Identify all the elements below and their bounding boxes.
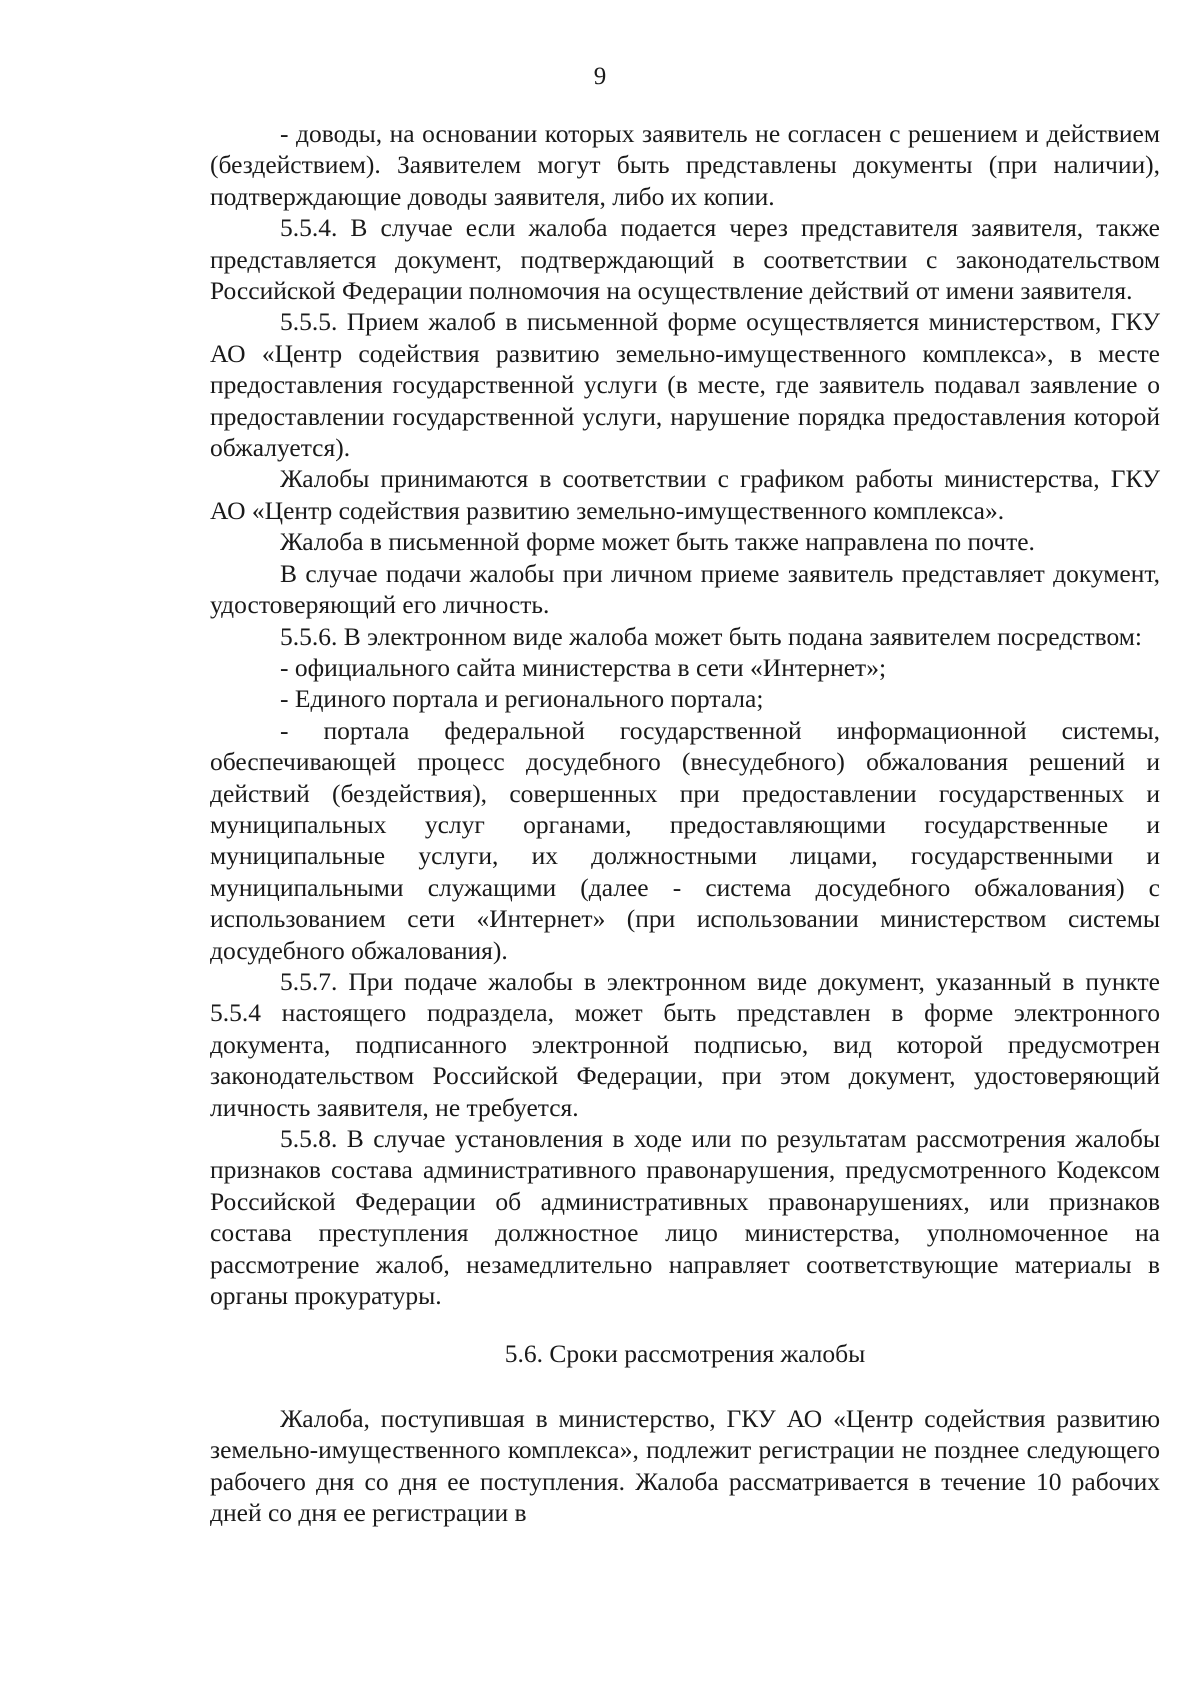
paragraph-5-5-7: 5.5.7. При подаче жалобы в электронном виде документ, указанный в пункте 5.5.4 настоящего подраздела, может быть представлен в форме электронного документа, подписанного электронной подписью, вид которой предусмотрен законодательством Российской Федерации, при этом документ, удостоверяющий личность заявителя, не требуется. [210,966,1160,1122]
paragraph-mail: Жалоба в письменной форме может быть также направлена по почте. [280,527,1035,557]
list-item-federal-portal: - портала федеральной государственной информационной системы, обеспечивающей процесс досудебного (внесудебного) обжалования решений и действий (бездействия), совершенных при предоставлении государственных и муниципальных услуг органами, предоставляющими государственные и муниципальные услуги, их должностными лицами, государственными и муниципальными служащими (далее - система досудебного обжалования) с использованием сети «Интернет» (при использовании министерством системы досудебного обжалования). [210,715,1160,965]
page-number: 9 [593,63,607,90]
paragraph-5-5-5: 5.5.5. Прием жалоб в письменной форме осуществляется министерством, ГКУ АО «Центр содействия развитию земельно-имущественного комплекса», в месте предоставления государственной услуги (в месте, где заявитель подавал заявление о предоставлении государственной услуги, нарушение порядка предоставления которой обжалуется). [210,307,1160,463]
paragraph-personal-reception: В случае подачи жалобы при личном приеме заявитель представляет документ, удостоверяющий его личность. [210,558,1160,620]
paragraph-5-5-4: 5.5.4. В случае если жалоба подается через представителя заявителя, также представляется документ, подтверждающий в соответствии с законодательством Российской Федерации полномочия на осуществление действий от имени заявителя. [210,213,1160,306]
list-item-official-site: - официального сайта министерства в сети «Интернет»; [280,652,887,682]
paragraph-5-5-6: 5.5.6. В электронном виде жалоба может быть подана заявителем посредством: [280,621,1143,651]
paragraph-5-5-8: 5.5.8. В случае установления в ходе или по результатам рассмотрения жалобы признаков состава административного правонарушения, предусмотренного Кодексом Российской Федерации об административных правонарушениях, или признаков состава преступления должностное лицо министерства, уполномоченное на рассмотрение жалоб, незамедлительно направляет соответствующие материалы в органы прокуратуры. [210,1124,1160,1311]
list-item-unified-portal: - Единого портала и регионального портала; [280,684,764,714]
document-body [210,118,1160,1528]
paragraph-schedule: Жалобы принимаются в соответствии с графиком работы министерства, ГКУ АО «Центр содействия развитию земельно-имущественного комплекса». [210,464,1160,525]
paragraph-review-terms: Жалоба, поступившая в министерство, ГКУ АО «Центр содействия развитию земельно-имущественного комплекса», подлежит регистрации не позднее следующего рабочего дня со дня ее поступления. Жалоба рассматривается в течение 10 рабочих дней со дня ее регистрации в [210,1403,1160,1528]
paragraph-arguments: - доводы, на основании которых заявитель не согласен с решением и действием (бездействием). Заявителем могут быть представлены документы (при наличии), подтверждающие доводы заявителя, либо их копии. [210,119,1160,211]
section-heading: 5.6. Сроки рассмотрения жалобы [504,1339,866,1369]
